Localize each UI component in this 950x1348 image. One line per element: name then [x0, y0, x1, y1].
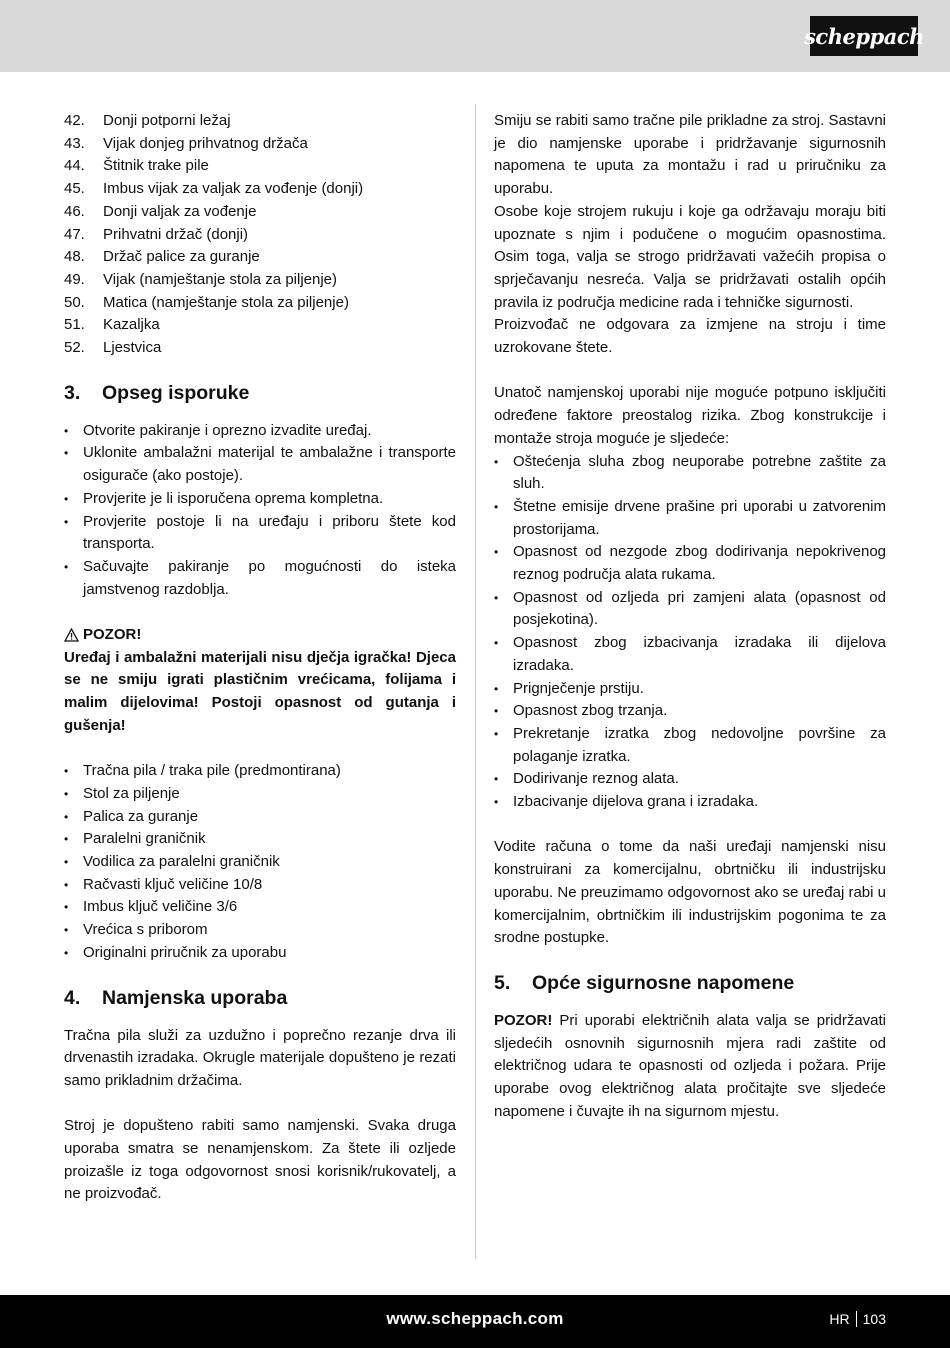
risk-item: • Oštećenja sluha zbog neuporabe potrebne zaštite za sluh.	[494, 451, 886, 496]
delivery-item: • Vodilica za paralelni graničnik	[64, 851, 456, 874]
parts-list-item	[64, 133, 456, 156]
delivery-item: • Vrećica s priborom	[64, 919, 456, 942]
unpacking-step: • Sačuvajte pakiranje po mogućnosti do isteka jamstvenog razdoblja.	[64, 556, 456, 601]
part-number: 45.	[64, 180, 85, 198]
parts-list-item	[64, 201, 456, 224]
part-number: 49.	[64, 270, 85, 288]
unpacking-step: • Otvorite pakiranje i oprezno izvadite uređaj.	[64, 420, 456, 443]
improper-use-paragraph: Stroj je dopušteno rabiti samo namjenski. Svaka druga uporaba smatra se nenamjenskom. Za štete ili ozljede proizašle iz toga odgovornost snosi korisnik/rukovatelj, a ne proizvođač.	[64, 1117, 456, 1203]
part-name: Donji valjak za vođenje	[103, 202, 257, 220]
parts-list-item	[64, 155, 456, 178]
parts-list-item	[64, 269, 456, 292]
scheppach-logo	[804, 16, 924, 56]
intended-use-paragraph: Tračna pila služi za uzdužno i poprečno rezanje drva ili drvenastih izradaka. Okrugle materijale dopušteno je rezati samo prikladnim držačima.	[64, 1026, 456, 1089]
unpacking-step: • Provjerite je li isporučena oprema kompletna.	[64, 488, 456, 511]
part-number: 42.	[64, 112, 85, 129]
unpacking-step: • Uklonite ambalažni materijal te ambalažne i transporte osigurače (ako postoje).	[64, 442, 456, 487]
part-name: Vijak (namještanje stola za piljenje)	[103, 270, 338, 288]
part-number: 43.	[64, 134, 85, 152]
parts-list-item	[64, 246, 456, 269]
delivery-item: • Račvasti ključ veličine 10/8	[64, 874, 456, 897]
part-number: 48.	[64, 248, 85, 266]
risk-item: • Prekretanje izratka zbog nedovoljne površine za polaganje izratka.	[494, 723, 886, 768]
section-5-heading	[494, 970, 886, 996]
right-column	[494, 110, 886, 1124]
warning-text: Uređaj i ambalažni materijali nisu dječja igračka! Djeca se ne smiju igrati plastičnim vrećicama, folijama i malim dijelovima! Postoji opasnost od gutanja i gušenja!	[64, 648, 456, 734]
part-number: 51.	[64, 316, 85, 334]
delivery-contents	[64, 760, 456, 964]
manufacturer-liability-paragraph: Proizvođač ne odgovara za izmjene na stroju i time uzrokovane štete.	[494, 316, 886, 357]
warning-title: POZOR!	[83, 626, 142, 644]
parts-list-item	[64, 224, 456, 247]
language-code: HR	[829, 1311, 850, 1327]
delivery-item: • Paralelni graničnik	[64, 828, 456, 851]
warning-heading	[64, 624, 456, 647]
part-name: Prihvatni držač (donji)	[103, 225, 249, 243]
website-link[interactable]: www.scheppach.com	[386, 1309, 564, 1328]
column-divider	[475, 104, 476, 1259]
safety-intro-paragraph	[494, 1010, 886, 1124]
header-bar	[0, 0, 950, 72]
part-name: Štitnik trake pile	[103, 157, 209, 175]
risk-item: • Opasnost zbog izbacivanja izradaka ili dijelova izradaka.	[494, 632, 886, 677]
delivery-item: • Originalni priručnik za uporabu	[64, 942, 456, 965]
residual-risks-list	[494, 451, 886, 814]
parts-list-item	[64, 178, 456, 201]
delivery-item: • Palica za guranje	[64, 806, 456, 829]
page-separator	[856, 1311, 857, 1327]
parts-list-item	[64, 110, 456, 133]
section-4-heading	[64, 985, 456, 1011]
risk-item: • Opasnost od nezgode zbog dodirivanja nepokrivenog reznog područja alata rukama.	[494, 541, 886, 586]
parts-list	[64, 110, 456, 360]
section-number: 4.	[64, 986, 81, 1009]
unpacking-step: • Provjerite postoje li na uređaju i priboru štete kod transporta.	[64, 511, 456, 556]
logo-text: scheppach	[804, 23, 924, 49]
part-name: Držač palice za guranje	[103, 248, 260, 266]
unpacking-steps	[64, 420, 456, 602]
section-title: Opće sigurnosne napomene	[532, 971, 795, 994]
part-number: 47.	[64, 225, 85, 243]
operators-paragraph: Osobe koje strojem rukuju i koje ga održavaju moraju biti upoznate s njim i podučene o mogućim opasnostima. Osim toga, valja se strogo pridržavati važećih propisa o sprječavanju nesreća. Valja se pridržavati ostalih općih pravila iz područja medicine rada i tehničke sigurnosti.	[494, 202, 886, 311]
part-name: Imbus vijak za valjak za vođenje (donji)	[103, 180, 364, 198]
section-number: 5.	[494, 971, 511, 994]
part-number: 44.	[64, 157, 85, 175]
section-title: Opseg isporuke	[102, 381, 250, 404]
risk-item: • Prignječenje prstiju.	[494, 678, 886, 701]
delivery-item: • Tračna pila / traka pile (predmontirana)	[64, 760, 456, 783]
section-number: 3.	[64, 381, 81, 404]
left-column	[64, 110, 456, 1206]
caution-label: POZOR!	[494, 1011, 553, 1029]
residual-risk-paragraph: Unatoč namjenskoj uporabi nije moguće potpuno isključiti određene faktore preostalog rizika. Zbog konstrukcije i montaže stroja moguće je sljedeće:	[494, 384, 886, 447]
part-name: Matica (namještanje stola za piljenje)	[103, 293, 349, 311]
risk-item: • Opasnost od ozljeda pri zamjeni alata (opasnost od posjekotina).	[494, 587, 886, 632]
delivery-item: • Stol za piljenje	[64, 783, 456, 806]
section-3-heading	[64, 380, 456, 406]
parts-list-item	[64, 337, 456, 360]
part-number: 50.	[64, 293, 85, 311]
commercial-use-paragraph: Vodite računa o tome da naši uređaji namjenski nisu konstruirani za komercijalnu, obrtničku ili industrijsku uporabu. Ne preuzimamo odgovornost ako se uređaj rabi u komercijalnim, obrtničkim ili industrijskim pogonima te za srodne postupke.	[494, 838, 886, 947]
part-number: 46.	[64, 202, 85, 220]
safety-intro-text: Pri uporabi električnih alata valja se pridržavati sljedećih osnovnih sigurnosnih mjera radi zaštite od električnog udara te opasnosti od ozljeda i požara. Prije uporabe ovog električnog alata pročitajte sve sljedeće napomene i čuvajte ih na sigurnom mjestu.	[494, 1011, 886, 1120]
part-name: Kazaljka	[103, 316, 160, 334]
delivery-item: • Imbus ključ veličine 3/6	[64, 896, 456, 919]
risk-item: • Štetne emisije drvene prašine pri uporabi u zatvorenim prostorijama.	[494, 496, 886, 541]
parts-list-item	[64, 314, 456, 337]
part-name: Vijak donjeg prihvatnog držača	[103, 134, 308, 152]
risk-item: • Izbacivanje dijelova grana i izradaka.	[494, 791, 886, 814]
part-name: Donji potporni ležaj	[103, 112, 231, 129]
footer-bar	[0, 1295, 950, 1348]
section-title: Namjenska uporaba	[102, 986, 288, 1009]
part-name: Ljestvica	[103, 339, 162, 357]
page-indicator	[829, 1311, 886, 1327]
page-number: 103	[862, 1311, 886, 1327]
parts-list-item	[64, 292, 456, 315]
warning-triangle-icon	[64, 628, 79, 642]
risk-item: • Dodirivanje reznog alata.	[494, 768, 886, 791]
suitable-blades-paragraph: Smiju se rabiti samo tračne pile prikladne za stroj. Sastavni je dio namjenske uporabe i pridržavanje sigurnosnih napomena te uputa za montažu i rad u priručniku za uporabu.	[494, 112, 886, 198]
part-number: 52.	[64, 339, 85, 357]
risk-item: • Opasnost zbog trzanja.	[494, 700, 886, 723]
